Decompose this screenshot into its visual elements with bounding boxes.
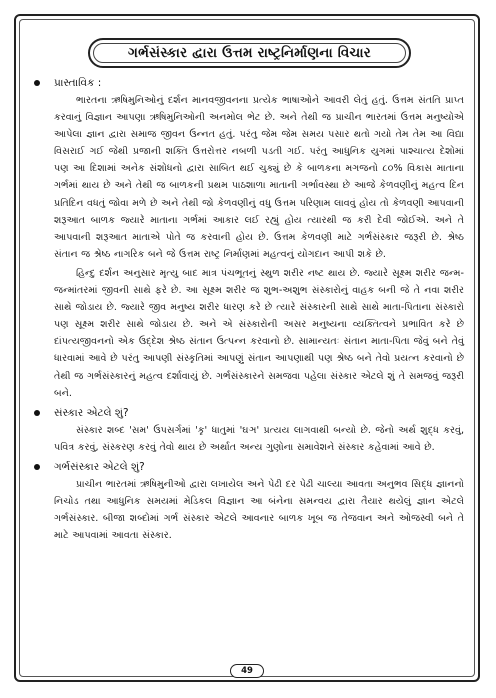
section-heading-row <box>32 74 464 92</box>
section-what-is-sanskar <box>32 404 464 456</box>
bullet-icon <box>34 464 40 470</box>
section-heading: ગર્ભસંસ્કાર એટલે શું? <box>54 460 145 473</box>
section-heading-row <box>32 404 464 422</box>
bullet-icon <box>34 410 40 416</box>
section-heading: પ્રાસ્તાવિક : <box>54 77 102 89</box>
section-heading: સંસ્કાર એટલે શું? <box>54 406 129 419</box>
paragraph: પ્રાચીન ભારતમાં ઋષિમુનીઓ દ્વારા લખાયેલ અને પેઢી દર પેઢી ચાલ્યા આવતા અનુભવ સિદ્ધ જ્ઞાનનો નિચોડ તથા આધુનિક સમયમાં મેડિકલ વિજ્ઞાન આ બંનેના સમન્વય દ્વારા તૈયાર થયેલું જ્ઞાન એટલે ગર્ભસંસ્કાર. બીજા શબ્દોમાં ગર્ભ સંસ્કાર એટલે આવનાર બાળક ખૂબ જ તેજવાન અને ઓજસ્વી બને તે માટે આપવામાં આવતા સંસ્કાર. <box>54 478 464 542</box>
bullet-icon <box>34 80 40 86</box>
page-title: ગર્ભસંસ્કાર દ્વારા ઉત્તમ રાષ્ટ્રનિર્માણના વિચાર <box>128 45 371 61</box>
page-number: 49 <box>230 664 264 678</box>
paragraph: હિન્દુ દર્શન અનુસાર મૃત્યુ બાદ માત્ર પંચભૂતનું સ્થુળ શરીર નષ્ટ થાય છે. જ્યારે સૂક્ષ્મ શરીર જન્મ-જન્માંતરમાં જીવની સાથે ફરે છે. આ સૂક્ષ્મ શરીર જ શુભ-અશુભ સંસ્કારોનું વાહક બની જે તે નવા શરીર સાથે જોડાય છે. જ્યારે જીવ મનુષ્ય શરીર ધારણ કરે છે ત્યારે સંસ્કારની સાથે સાથે માતા-પિતાના સંસ્કારો પણ સૂક્ષ્મ શરીર સાથે જોડાય છે. અને એ સંસ્કારોની અસર મનુષ્યના વ્યક્તિત્વને પ્રભાવિત કરે છે દાંપત્યજીવનનો એક ઉદ્દેશ શ્રેષ્ઠ સંતાન ઉત્પન્ન કરવાનો છે. સામાન્યતઃ સંતાન માતા-પિતા જેવું બને તેવું ધારવામાં આવે છે પરંતુ આપણી સંસ્કૃતિમાં આપણું સંતાન આપણાથી પણ શ્રેષ્ઠ બને તેવો પ્રયત્ન કરવાનો છે તેથી જ ગર્ભસંસ્કારનું મહત્વ દર્શાવાયું છે. ગર્ભસંસ્કારને સમજવા પહેલા સંસ્કાર એટલે શું તે સમજવું જરૂરી બને. <box>54 267 464 399</box>
section-introduction <box>32 74 464 402</box>
paragraph: ભારતના ઋષિમુનિઓનું દર્શન માનવજીવનના પ્રત્યેક ભાષાઓને આવરી લેતું હતું. ઉત્તમ સંતતિ પ્રાપ્ત કરવાનું વિજ્ઞાન આપણા ઋષિમુનિઓની અનમોલ ભેટ છે. અને તેથી જ પ્રાચીન ભારતમાં ઉત્તમ મનુષ્યોએ આપેલા જ્ઞાન દ્વારા સમાજ જીવન ઉન્નત હતું. પરંતુ જેમ જેમ સમય પસાર થતો ગયો તેમ તેમ આ વિદ્યા વિસરાઈ ગઈ જેથી પ્રજાની શક્તિ ઉત્તરોત્તર નબળી પડતી ગઈ. પરંતુ આધુનિક યુગમાં પાશ્ચાત્ય દેશોમાં પણ આ દિશામાં અનેક સંશોધનો દ્વારા સાબિત થઈ ચુક્યું છે કે બાળકના મગજનો ૮૦% વિકાસ માતાના ગર્ભમાં થાય છે અને તેથી જ બાળકની પ્રથમ પાઠશાળા માતાની ગર્ભાવસ્થા છે આજે કેળવણીનું મહત્વ દિન પ્રતિદિન વધતું જોવા મળે છે અને તેથી જો કેળવણીનું વધુ ઉત્તમ પરિણામ લાવવું હોય તો કેળવણી આપવાની શરૂઆત બાળક જ્યારે માતાના ગર્ભમાં આકાર લઈ રહ્યું હોય ત્યારથી જ કરી દેવી જોઈએ. અને તે આપવાની શરૂઆત માતાએ પોતે જ કરવાની હોય છે. ઉત્તમ કેળવણી માટે ગર્ભસંસ્કાર જરૂરી છે. શ્રેષ્ઠ સંતાન જ શ્રેષ્ઠ નાગરિક બને જે ઉત્તમ રાષ્ટ્ર નિર્માણમાં મહત્વનું યોગદાન આપી શકે છે. <box>54 95 464 260</box>
paragraph: સંસ્કાર શબ્દ 'સમ' ઉપસર્ગમાં 'કૃ' ધાતુમાં 'ઘઞ' પ્રત્યય લાગવાથી બન્યો છે. જેનો અર્થ શુદ્ધ કરવું, પવિત્ર કરવું, સંસ્કરણ કરવું તેવો થાય છે અર્થાત અન્ય ગુણોના સમાવેશને સંસ્કાર કહેવામાં આવે છે. <box>54 424 464 453</box>
title-box-inner <box>93 43 406 63</box>
content <box>32 74 464 546</box>
title-box <box>88 38 411 68</box>
section-what-is-garbhsanskar <box>32 458 464 544</box>
section-heading-row <box>32 458 464 476</box>
